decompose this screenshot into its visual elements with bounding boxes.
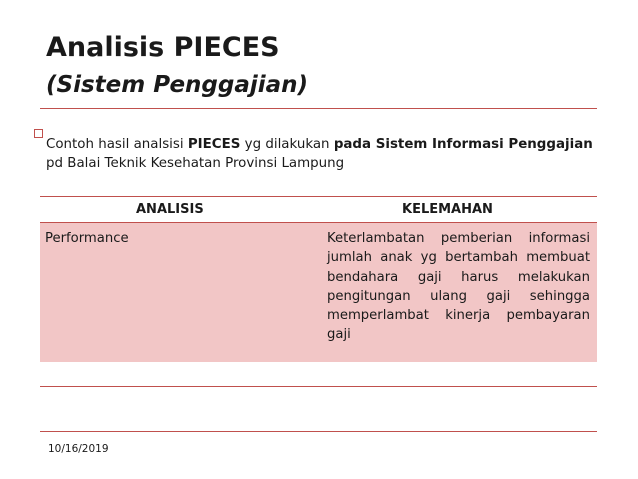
intro-text-1: Contoh hasil analsisi — [46, 137, 188, 152]
cell-kelemahan: Keterlambatan pemberian informasi jumlah anak yg bertambah membuat bendahara gaji harus melakukan pengitungan ulang gaji sehingga memperlambat kinerja pembayaran gaji — [327, 231, 590, 343]
title-divider — [40, 108, 597, 109]
bullet-square-icon — [34, 129, 43, 138]
header-analisis: ANALISIS — [136, 202, 204, 217]
intro-paragraph — [46, 135, 602, 173]
slide-title: Analisis PIECES — [46, 32, 280, 63]
table-rule-middle — [40, 386, 597, 387]
intro-text-2: yg dilakukan — [240, 137, 334, 152]
intro-bold-1: PIECES — [187, 137, 241, 152]
intro-text-3: pd Balai Teknik Kesehatan Provinsi Lampung — [46, 156, 345, 171]
cell-analisis: Performance — [45, 231, 129, 246]
slide-date: 10/16/2019 — [48, 443, 109, 455]
table-header — [40, 198, 597, 222]
table-row — [40, 223, 597, 362]
table-top-rule — [40, 196, 597, 197]
header-kelemahan: KELEMAHAN — [402, 202, 493, 217]
intro-bold-2: pada Sistem Informasi Penggajian — [333, 137, 593, 152]
slide-subtitle: (Sistem Penggajian) — [46, 72, 309, 98]
table-bottom-rule — [40, 431, 597, 432]
